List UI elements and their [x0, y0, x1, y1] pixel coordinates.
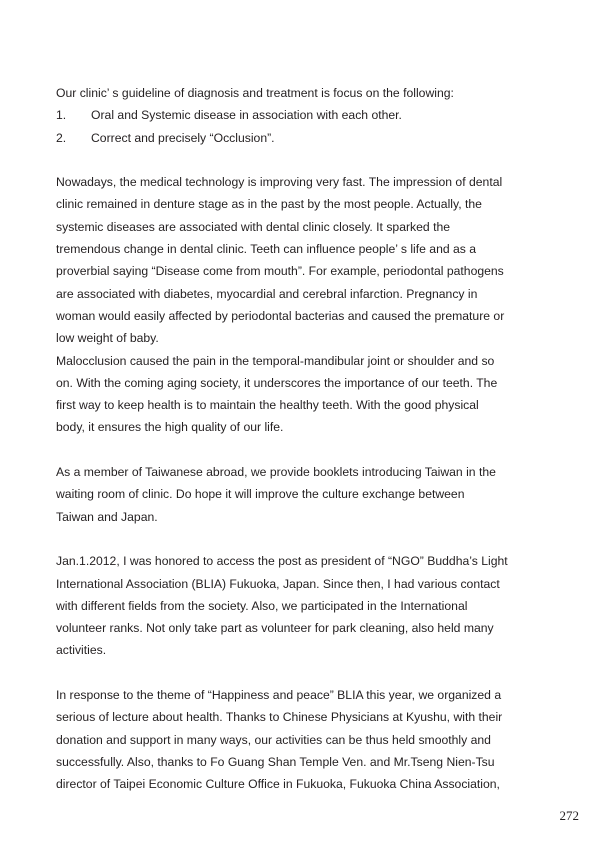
- paragraph-line: clinic remained in denture stage as in the past by the most people. Actually, the: [56, 197, 482, 212]
- paragraph-spacer: [56, 662, 516, 684]
- list-item: [56, 104, 516, 126]
- paragraph-line: waiting room of clinic. Do hope it will improve the culture exchange between: [56, 487, 465, 502]
- paragraph-line: activities.: [56, 643, 107, 658]
- paragraph-line: As a member of Taiwanese abroad, we provide booklets introducing Taiwan in the: [56, 465, 496, 480]
- document-body: [56, 82, 516, 796]
- paragraph-line: on. With the coming aging society, it underscores the importance of our teeth. The: [56, 375, 498, 390]
- paragraph-line: low weight of baby.: [56, 331, 159, 346]
- paragraph-spacer: [56, 149, 516, 171]
- paragraph-line: proverbial saying “Disease come from mouth”. For example, periodontal pathogens: [56, 264, 504, 279]
- paragraph-line: donation and support in many ways, our activities can be thus held smoothly and: [56, 732, 491, 747]
- paragraph-line: first way to keep health is to maintain the healthy teeth. With the good physical: [56, 398, 479, 413]
- paragraph-line: Jan.1.2012, I was honored to access the post as president of “NGO” Buddha’s Light: [56, 554, 508, 569]
- paragraph-line: In response to the theme of “Happiness and peace” BLIA this year, we organized a: [56, 688, 502, 703]
- list-item-number: 2.: [56, 130, 67, 145]
- paragraph-line: International Association (BLIA) Fukuoka, Japan. Since then, I had various contact: [56, 576, 500, 591]
- paragraph-line: with different fields from the society. Also, we participated in the International: [56, 598, 468, 613]
- paragraph-line: Nowadays, the medical technology is improving very fast. The impression of dental: [56, 175, 503, 190]
- paragraph-line: body, it ensures the high quality of our life.: [56, 420, 284, 435]
- page-number: 272: [559, 808, 579, 823]
- paragraph-spacer: [56, 528, 516, 550]
- paragraph-line: tremendous change in dental clinic. Teeth can influence people’ s life and as a: [56, 242, 477, 257]
- intro-lead: Our clinic’ s guideline of diagnosis and treatment is focus on the following:: [56, 86, 454, 100]
- list-item-text: Correct and precisely “Occlusion”.: [91, 130, 275, 145]
- paragraph-line: director of Taipei Economic Culture Office in Fukuoka, Fukuoka China Association,: [56, 777, 500, 792]
- paragraph-line: volunteer ranks. Not only take part as volunteer for park cleaning, also held many: [56, 621, 494, 636]
- paragraph-line: are associated with diabetes, myocardial and cerebral infarction. Pregnancy in: [56, 286, 478, 301]
- paragraph-line: Taiwan and Japan.: [56, 509, 158, 524]
- list-item-text: Oral and Systemic disease in association with each other.: [91, 108, 402, 123]
- paragraph-line: successfully. Also, thanks to Fo Guang Shan Temple Ven. and Mr.Tseng Nien-Tsu: [56, 754, 495, 769]
- paragraph-line: woman would easily affected by periodontal bacterias and caused the premature or: [56, 308, 505, 323]
- paragraph-line: serious of lecture about health. Thanks to Chinese Physicians at Kyushu, with their: [56, 710, 503, 725]
- paragraph-spacer: [56, 439, 516, 461]
- paragraph-line: systemic diseases are associated with dental clinic closely. It sparked the: [56, 219, 451, 234]
- paragraph-line: Malocclusion caused the pain in the temporal-mandibular joint or shoulder and so: [56, 353, 495, 368]
- list-item-number: 1.: [56, 108, 67, 123]
- list-item: [56, 127, 516, 149]
